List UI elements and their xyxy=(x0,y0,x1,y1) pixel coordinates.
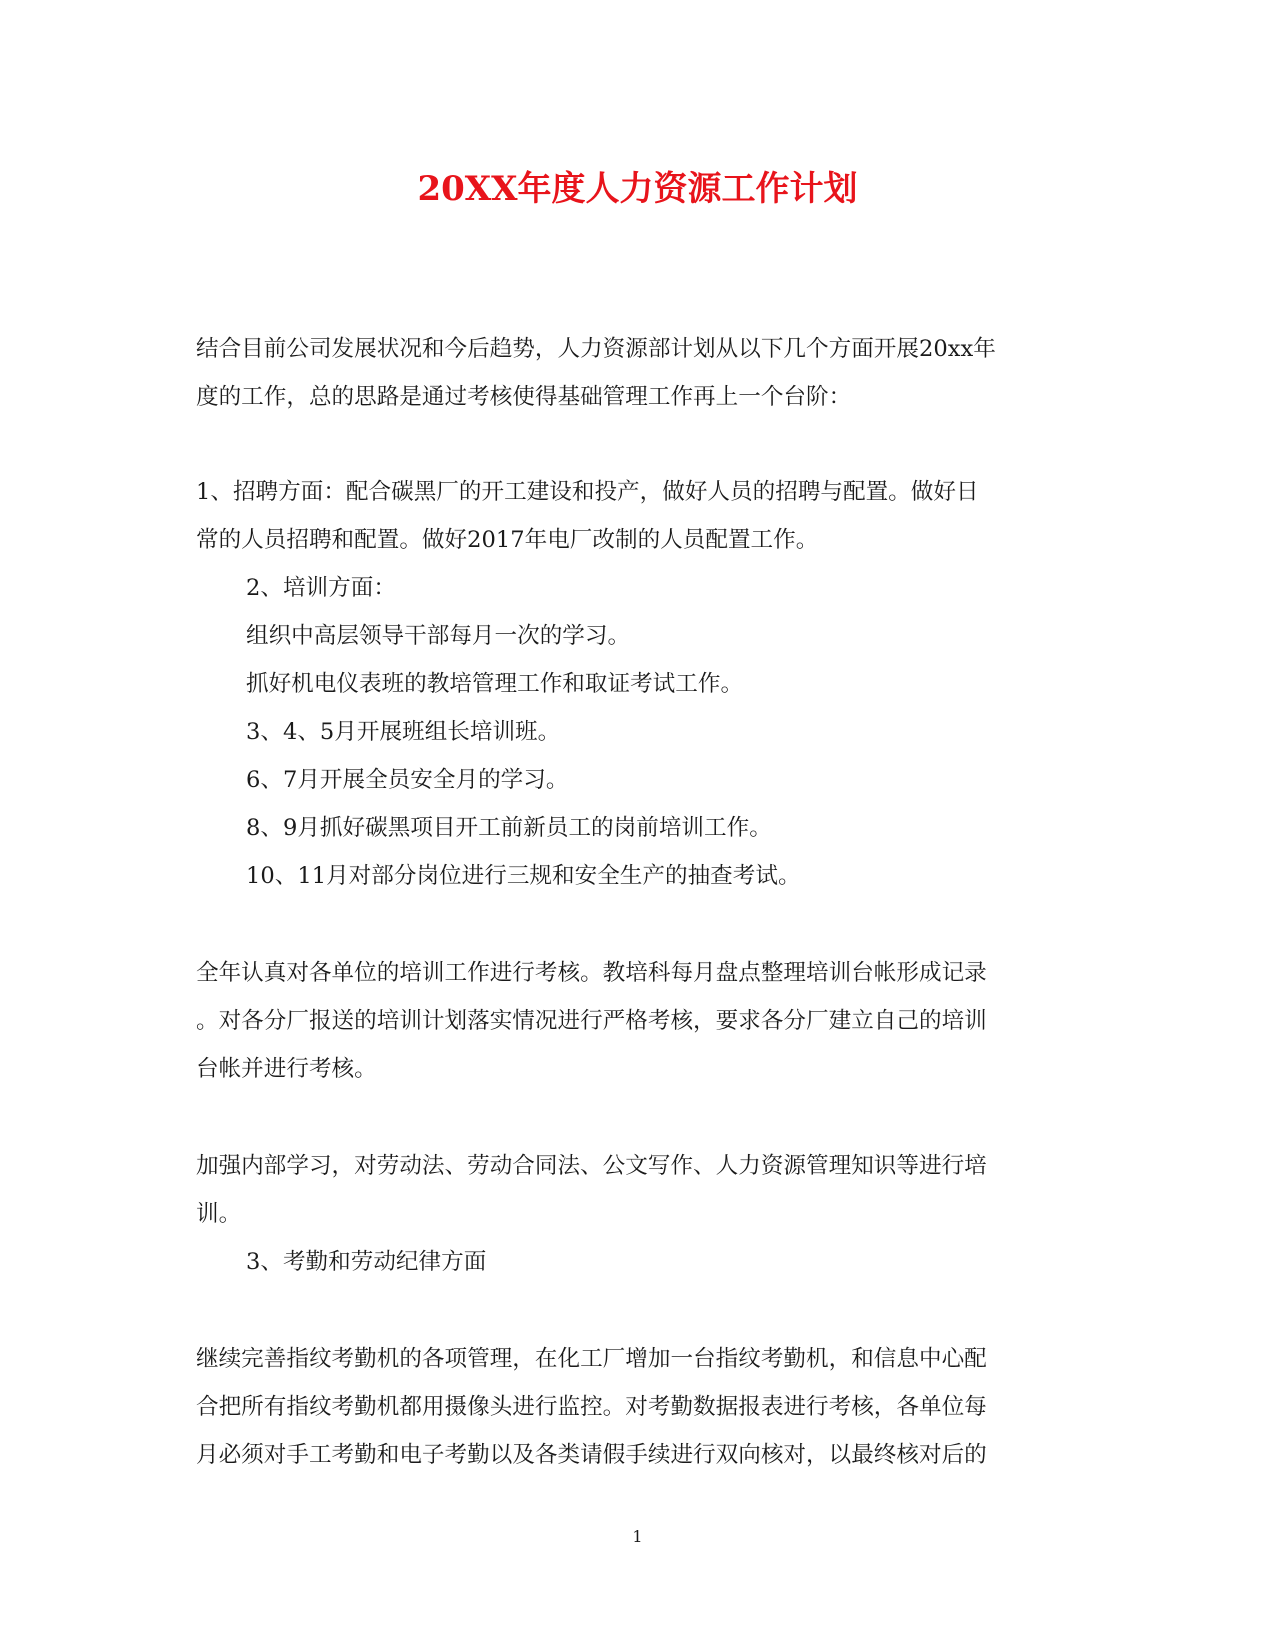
body-line: 3、考勤和劳动纪律方面 xyxy=(246,1249,487,1275)
body-line: 合把所有指纹考勤机都用摄像头进行监控。对考勤数据报表进行考核，各单位每 xyxy=(196,1394,987,1420)
document-title: 20XX年度人力资源工作计划 xyxy=(417,169,858,209)
paragraph-gap xyxy=(196,900,1076,949)
paragraph-gap xyxy=(196,1093,1076,1142)
page-number: 1 xyxy=(632,1527,643,1546)
body-line: 8、9月抓好碳黑项目开工前新员工的岗前培训工作。 xyxy=(246,815,772,841)
body-line: 结合目前公司发展状况和今后趋势，人力资源部计划从以下几个方面开展20xx年 xyxy=(196,336,996,362)
body-line: 2、培训方面： xyxy=(246,575,396,601)
body-line: 3、4、5月开展班组长培训班。 xyxy=(246,719,561,745)
body-line: 。对各分厂报送的培训计划落实情况进行严格考核，要求各分厂建立自己的培训 xyxy=(196,1008,987,1034)
body-line: 继续完善指纹考勤机的各项管理，在化工厂增加一台指纹考勤机，和信息中心配 xyxy=(196,1346,987,1372)
body-line: 6、7月开展全员安全月的学习。 xyxy=(246,767,569,793)
body-line: 组织中高层领导干部每月一次的学习。 xyxy=(246,623,631,649)
body-line: 加强内部学习，对劳动法、劳动合同法、公文写作、人力资源管理知识等进行培 xyxy=(196,1153,987,1179)
body-line: 1、招聘方面：配合碳黑厂的开工建设和投产，做好人员的招聘与配置。做好日 xyxy=(196,479,979,505)
body-line: 抓好机电仪表班的教培管理工作和取证考试工作。 xyxy=(246,671,744,697)
body-line: 台帐并进行考核。 xyxy=(196,1056,377,1082)
body-line: 度的工作，总的思路是通过考核使得基础管理工作再上一个台阶： xyxy=(196,384,852,410)
body-line: 全年认真对各单位的培训工作进行考核。教培科每月盘点整理培训台帐形成记录 xyxy=(196,960,987,986)
body-line: 训。 xyxy=(196,1201,242,1227)
body-line: 10、11月对部分岗位进行三规和安全生产的抽查考试。 xyxy=(246,863,801,889)
body-line: 月必须对手工考勤和电子考勤以及各类请假手续进行双向核对，以最终核对后的 xyxy=(196,1442,987,1468)
body-line: 常的人员招聘和配置。做好2017年电厂改制的人员配置工作。 xyxy=(196,527,819,553)
paragraph-gap xyxy=(196,421,1076,468)
document-body xyxy=(196,325,1076,1479)
paragraph-gap xyxy=(196,1286,1076,1335)
